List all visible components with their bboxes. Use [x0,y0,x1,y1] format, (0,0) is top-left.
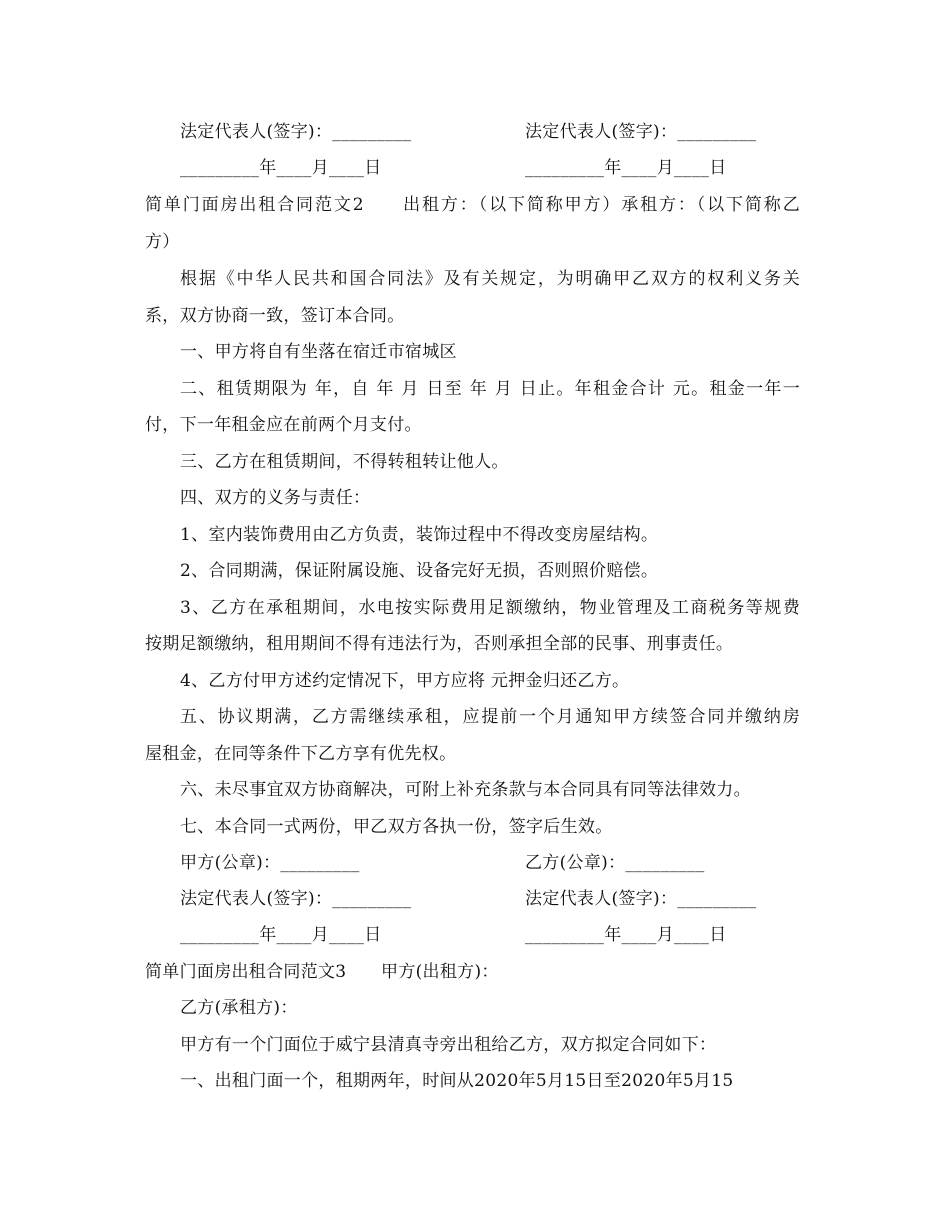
date-left-2: _________年____月____日 [180,925,382,945]
signature-right: 法定代表人(签字)：_________ [525,122,757,142]
clause-3: 三、乙方在租赁期间，不得转租转让他人。 [180,452,509,472]
date-left: _________年____月____日 [180,158,382,178]
clause-7: 七、本合同一式两份，甲乙双方各执一份，签字后生效。 [180,817,613,837]
clause-4: 四、双方的义务与责任： [180,488,371,508]
clause-5-line2: 屋租金，在同等条件下乙方享有优先权。 [145,744,457,764]
seal-right: 乙方(公章)：_________ [525,853,705,873]
sample2-intro-line2: 系，双方协商一致，签订本合同。 [145,306,405,326]
date-right-2: _________年____月____日 [525,925,727,945]
signature-right-2: 法定代表人(签字)：_________ [525,889,757,909]
date-right: _________年____月____日 [525,158,727,178]
clause-4-1: 1、室内装饰费用由乙方负责，装饰过程中不得改变房屋结构。 [180,525,659,545]
signature-left: 法定代表人(签字)：_________ [180,122,412,142]
clause-2-line1: 二、租赁期限为 年，自 年 月 日至 年 月 日止。年租金合计 元。租金一年一 [180,379,800,399]
seal-left: 甲方(公章)：_________ [180,853,360,873]
clause-6: 六、未尽事宜双方协商解决，可附上补充条款与本合同具有同等法律效力。 [180,780,751,800]
clause-4-3-line2: 按期足额缴纳，租用期间不得有违法行为，否则承担全部的民事、刑事责任。 [145,634,734,654]
sample2-intro-line1: 根据《中华人民共和国合同法》及有关规定，为明确甲乙双方的权利义务关 [180,269,800,289]
sample3-party-b: 乙方(承租方)： [180,998,298,1018]
clause-2-line2: 付，下一年租金应在前两个月支付。 [145,415,422,435]
clause-1: 一、甲方将自有坐落在宿迁市宿城区 [180,342,457,362]
clause-5-line1: 五、协议期满，乙方需继续承租，应提前一个月通知甲方续签合同并缴纳房 [180,707,800,727]
clause-4-4: 4、乙方付甲方述约定情况下，甲方应将 元押金归还乙方。 [180,671,630,691]
sample3-clause-1: 一、出租门面一个，租期两年，时间从2020年5月15日至2020年5月15 [180,1071,734,1091]
sample3-intro: 甲方有一个门面位于威宁县清真寺旁出租给乙方，双方拟定合同如下： [180,1035,717,1055]
sample2-heading-cont: 方） [145,232,180,252]
sample3-heading: 简单门面房出租合同范文3 甲方(出租方)： [145,962,499,982]
sample2-heading: 简单门面房出租合同范文2 出租方：（以下简称甲方）承租方：（以下简称乙 [145,195,800,215]
signature-left-2: 法定代表人(签字)：_________ [180,889,412,909]
clause-4-3-line1: 3、乙方在承租期间，水电按实际费用足额缴纳，物业管理及工商税务等规费 [180,598,800,618]
clause-4-2: 2、合同期满，保证附属设施、设备完好无损，否则照价赔偿。 [180,561,659,581]
